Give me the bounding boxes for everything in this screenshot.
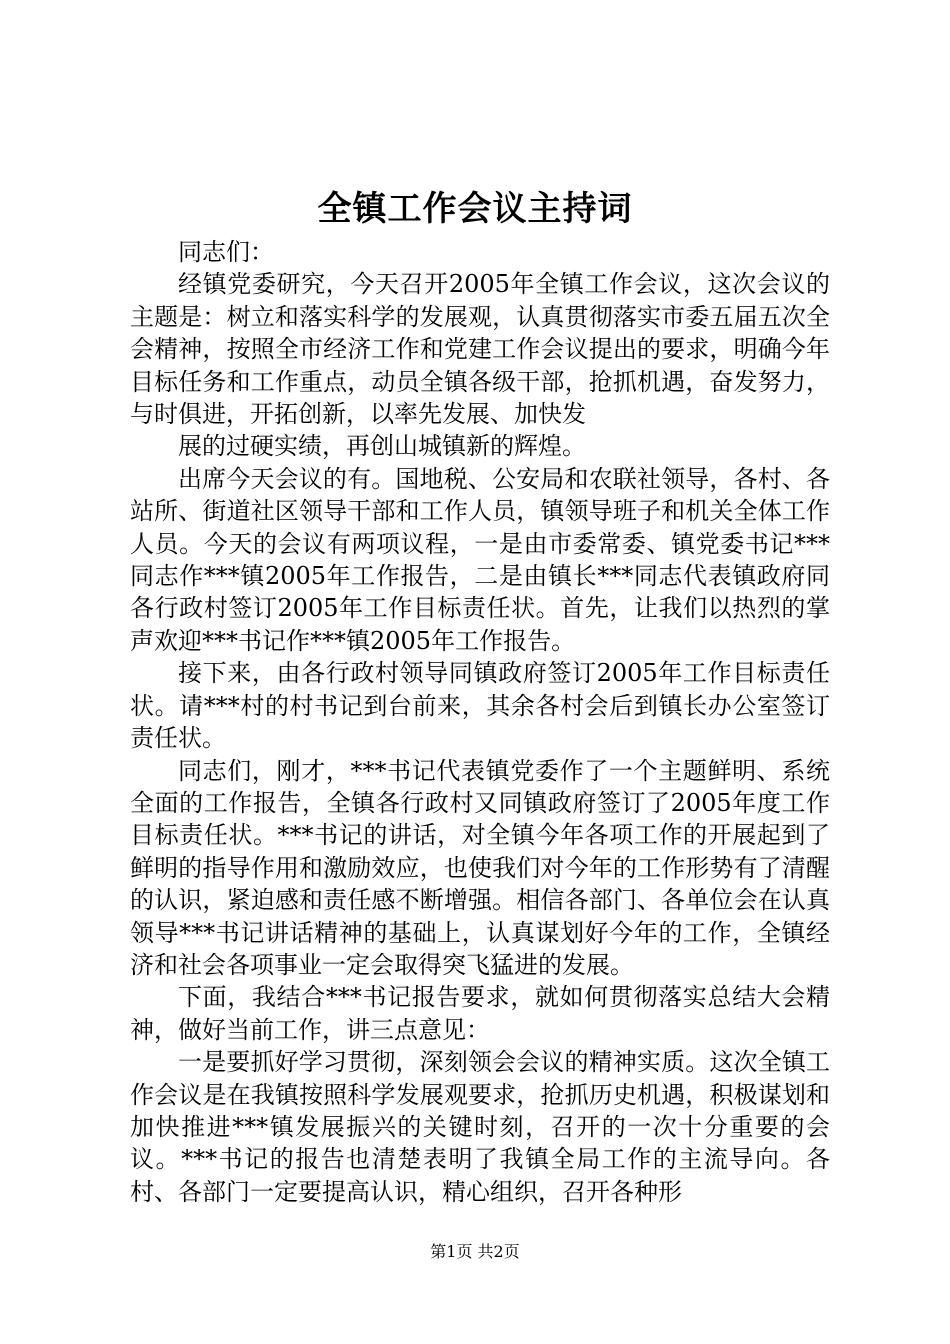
paragraph-point-one: 一是要抓好学习贯彻，深刻领会会议的精神实质。这次全镇工作会议是在我镇按照科学发展观要求，抢抓历史机遇，积极谋划和加快推进***镇发展振兴的关键时刻，召开的一次十分重要的会议。***书记的报告也清楚表明了我镇全局工作的主流导向。各村、各部门一定要提高认识，精心组织，召开各种形 (130, 1048, 830, 1206)
paragraph-meeting-theme: 经镇党委研究，今天召开2005年全镇工作会议，这次会议的主题是：树立和落实科学的发展观，认真贯彻落实市委五届五次全会精神，按照全市经济工作和党建工作会议提出的要求，明确今年目标任务和工作重点，动员全镇各级干部，抢抓机遇，奋发努力，与时俱进，开拓创新，以率先发展、加快发 (130, 270, 830, 429)
paragraph-salutation: 同志们： (178, 238, 274, 266)
paragraph-three-points-intro: 下面，我结合***书记报告要求，就如何贯彻落实总结大会精神，做好当前工作，讲三点意见： (130, 983, 830, 1044)
paragraph-report-summary: 同志们，刚才，***书记代表镇党委作了一个主题鲜明、系统全面的工作报告，全镇各行政村又同镇政府签订了2005年度工作目标责任状。***书记的讲话，对全镇今年各项工作的开展起到了鲜明的指导作用和激励效应，也使我们对今年的工作形势有了清醒的认识，紧迫感和责任感不断增强。相信各部门、各单位会在认真领导***书记讲话精神的基础上，认真谋划好今年的工作，全镇经济和社会各项事业一定会取得突飞猛进的发展。 (130, 756, 830, 979)
page-number-footer: 第1页 共2页 (430, 1242, 520, 1261)
paragraph-attendees-agenda: 出席今天会议的有。国地税、公安局和农联社领导，各村、各站所、街道社区领导干部和工作人员，镇领导班子和机关全体工作人员。今天的会议有两项议程，一是由市委常委、镇党委书记***同志作***镇2005年工作报告，二是由镇长***同志代表镇政府同各行政村签订2005年工作目标责任状。首先，让我们以热烈的掌声欢迎***书记作***镇2005年工作报告。 (130, 464, 830, 655)
document-title: 全镇工作会议主持词 (317, 189, 633, 229)
document-body (130, 236, 830, 1208)
paragraph-responsibility-signing: 接下来，由各行政村领导同镇政府签订2005年工作目标责任状。请***村的村书记到台前来，其余各村会后到镇长办公室签订责任状。 (130, 659, 830, 753)
paragraph-theme-continued: 展的过硬实绩，再创山城镇新的辉煌。 (178, 432, 586, 461)
